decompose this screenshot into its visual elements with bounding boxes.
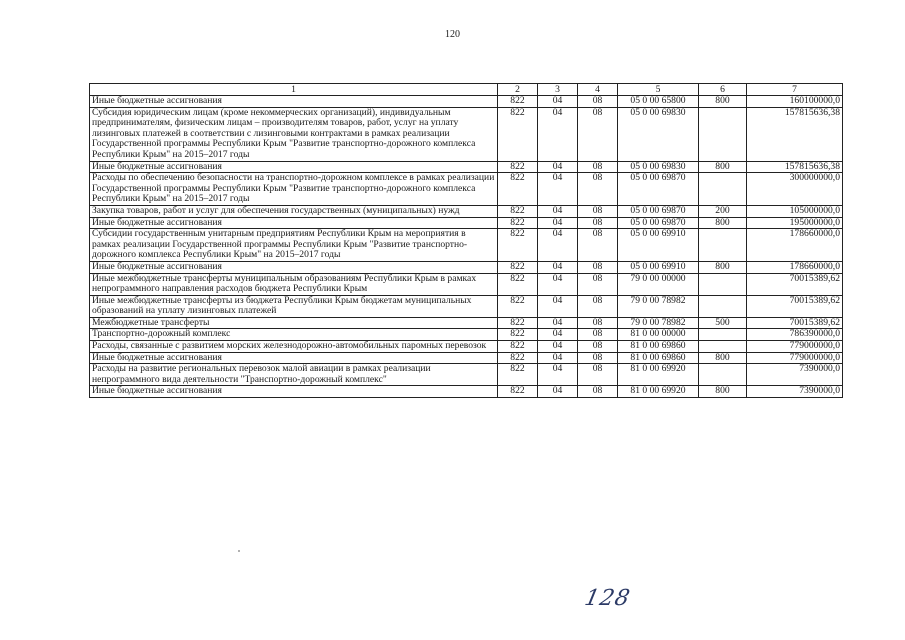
- row-amount: 786390000,0: [747, 329, 843, 341]
- row-subsection-code: 08: [578, 205, 618, 217]
- row-ministry-code: 822: [498, 173, 538, 206]
- row-description: Иные бюджетные ассигнования: [90, 161, 498, 173]
- row-expense-type: 800: [699, 261, 747, 273]
- row-ministry-code: 822: [498, 341, 538, 353]
- row-section-code: 04: [538, 173, 578, 206]
- row-amount: 7390000,0: [747, 364, 843, 386]
- row-subsection-code: 08: [578, 317, 618, 329]
- row-expense-type: [699, 273, 747, 295]
- row-ministry-code: 822: [498, 261, 538, 273]
- row-amount: 157815636,38: [747, 107, 843, 161]
- col-header-5: 5: [618, 84, 699, 96]
- row-ministry-code: 822: [498, 229, 538, 262]
- row-amount: 70015389,62: [747, 273, 843, 295]
- row-description: Транспортно-дорожный комплекс: [90, 329, 498, 341]
- row-description: Иные межбюджетные трансферты муниципальным образованиям Республики Крым в рамках непрограммного направления расходов бюджета Республики Крым: [90, 273, 498, 295]
- table-row: [90, 341, 843, 353]
- row-target-article: 79 0 00 78982: [618, 295, 699, 317]
- row-target-article: 05 0 00 69830: [618, 107, 699, 161]
- row-subsection-code: 08: [578, 173, 618, 206]
- row-expense-type: 800: [699, 386, 747, 398]
- row-target-article: 05 0 00 69830: [618, 161, 699, 173]
- row-expense-type: 800: [699, 161, 747, 173]
- row-target-article: 79 0 00 78982: [618, 317, 699, 329]
- row-amount: 70015389,62: [747, 317, 843, 329]
- row-description: Иные бюджетные ассигнования: [90, 386, 498, 398]
- row-section-code: 04: [538, 261, 578, 273]
- row-amount: 160100000,0: [747, 96, 843, 108]
- row-subsection-code: 08: [578, 107, 618, 161]
- scan-speck: [238, 550, 240, 552]
- table-row: [90, 352, 843, 364]
- row-section-code: 04: [538, 329, 578, 341]
- row-ministry-code: 822: [498, 217, 538, 229]
- row-subsection-code: 08: [578, 217, 618, 229]
- row-target-article: 05 0 00 69870: [618, 173, 699, 206]
- row-amount: 779000000,0: [747, 352, 843, 364]
- row-expense-type: [699, 229, 747, 262]
- handwritten-page-note: 128: [582, 586, 633, 611]
- row-subsection-code: 08: [578, 261, 618, 273]
- row-section-code: 04: [538, 317, 578, 329]
- row-section-code: 04: [538, 205, 578, 217]
- row-ministry-code: 822: [498, 329, 538, 341]
- col-header-6: 6: [699, 84, 747, 96]
- row-ministry-code: 822: [498, 96, 538, 108]
- row-section-code: 04: [538, 161, 578, 173]
- row-expense-type: [699, 341, 747, 353]
- row-target-article: 81 0 00 69920: [618, 386, 699, 398]
- table-row: [90, 295, 843, 317]
- row-section-code: 04: [538, 96, 578, 108]
- row-description: Иные бюджетные ассигнования: [90, 96, 498, 108]
- row-target-article: 05 0 00 65800: [618, 96, 699, 108]
- row-expense-type: 800: [699, 217, 747, 229]
- row-target-article: 81 0 00 69860: [618, 352, 699, 364]
- row-target-article: 05 0 00 69870: [618, 217, 699, 229]
- row-subsection-code: 08: [578, 96, 618, 108]
- row-ministry-code: 822: [498, 386, 538, 398]
- table-row: [90, 217, 843, 229]
- table-body: [90, 96, 843, 398]
- row-description: Межбюджетные трансферты: [90, 317, 498, 329]
- row-subsection-code: 08: [578, 364, 618, 386]
- row-ministry-code: 822: [498, 273, 538, 295]
- row-section-code: 04: [538, 295, 578, 317]
- row-subsection-code: 08: [578, 341, 618, 353]
- row-target-article: 05 0 00 69910: [618, 261, 699, 273]
- table-row: [90, 364, 843, 386]
- table-row: [90, 386, 843, 398]
- table-row: [90, 229, 843, 262]
- row-expense-type: [699, 329, 747, 341]
- row-description: Расходы на развитие региональных перевозок малой авиации в рамках реализации непрограммного вида деятельности "Транспортно-дорожный комплекс": [90, 364, 498, 386]
- row-subsection-code: 08: [578, 161, 618, 173]
- row-expense-type: 800: [699, 352, 747, 364]
- row-section-code: 04: [538, 273, 578, 295]
- row-subsection-code: 08: [578, 329, 618, 341]
- row-amount: 7390000,0: [747, 386, 843, 398]
- table-row: [90, 317, 843, 329]
- row-target-article: 05 0 00 69910: [618, 229, 699, 262]
- row-target-article: 81 0 00 69920: [618, 364, 699, 386]
- table-row: [90, 273, 843, 295]
- table-row: [90, 205, 843, 217]
- row-target-article: 79 0 00 00000: [618, 273, 699, 295]
- row-section-code: 04: [538, 386, 578, 398]
- row-section-code: 04: [538, 341, 578, 353]
- row-description: Иные межбюджетные трансферты из бюджета Республики Крым бюджетам муниципальных образований на уплату лизинговых платежей: [90, 295, 498, 317]
- row-description: Иные бюджетные ассигнования: [90, 217, 498, 229]
- row-target-article: 81 0 00 69860: [618, 341, 699, 353]
- row-description: Иные бюджетные ассигнования: [90, 352, 498, 364]
- row-section-code: 04: [538, 107, 578, 161]
- row-amount: 157815636,38: [747, 161, 843, 173]
- row-subsection-code: 08: [578, 229, 618, 262]
- row-ministry-code: 822: [498, 295, 538, 317]
- row-subsection-code: 08: [578, 295, 618, 317]
- row-ministry-code: 822: [498, 205, 538, 217]
- row-expense-type: [699, 364, 747, 386]
- col-header-1: 1: [90, 84, 498, 96]
- row-ministry-code: 822: [498, 317, 538, 329]
- row-expense-type: [699, 107, 747, 161]
- row-expense-type: 200: [699, 205, 747, 217]
- row-amount: 178660000,0: [747, 229, 843, 262]
- table-row: [90, 107, 843, 161]
- row-subsection-code: 08: [578, 352, 618, 364]
- row-expense-type: [699, 173, 747, 206]
- row-section-code: 04: [538, 364, 578, 386]
- row-description: Субсидия юридическим лицам (кроме некоммерческих организаций), индивидуальным предпринимателям, физическим лицам – производителям товаров, работ, услуг на уплату лизинговых платежей в соответствии с лизинговыми контрактами в рамках реализации Государственной программы Республики Крым "Развитие транспортно-дорожного комплекса Республики Крым" на 2015–2017 годы: [90, 107, 498, 161]
- row-section-code: 04: [538, 229, 578, 262]
- col-header-7: 7: [747, 84, 843, 96]
- row-ministry-code: 822: [498, 352, 538, 364]
- budget-table: [89, 83, 843, 398]
- table-row: [90, 173, 843, 206]
- row-amount: 70015389,62: [747, 295, 843, 317]
- row-description: Расходы по обеспечению безопасности на транспортно-дорожном комплексе в рамках реализации Государственной программы Республики Крым "Развитие транспортно-дорожного комплекса Республики Крым" на 2015–2017 годы: [90, 173, 498, 206]
- col-header-3: 3: [538, 84, 578, 96]
- row-amount: 300000000,0: [747, 173, 843, 206]
- table-row: [90, 329, 843, 341]
- row-ministry-code: 822: [498, 364, 538, 386]
- row-description: Иные бюджетные ассигнования: [90, 261, 498, 273]
- row-target-article: 81 0 00 00000: [618, 329, 699, 341]
- row-subsection-code: 08: [578, 386, 618, 398]
- row-description: Расходы, связанные с развитием морских железнодорожно-автомобильных паромных перевозок: [90, 341, 498, 353]
- row-subsection-code: 08: [578, 273, 618, 295]
- table-header-row: [90, 84, 843, 96]
- row-expense-type: 800: [699, 96, 747, 108]
- table-row: [90, 161, 843, 173]
- row-section-code: 04: [538, 352, 578, 364]
- row-target-article: 05 0 00 69870: [618, 205, 699, 217]
- row-expense-type: 500: [699, 317, 747, 329]
- row-section-code: 04: [538, 217, 578, 229]
- row-description: Закупка товаров, работ и услуг для обеспечения государственных (муниципальных) нужд: [90, 205, 498, 217]
- row-description: Субсидии государственным унитарным предприятиям Республики Крым на мероприятия в рамках реализации Государственной программы Республики Крым "Развитие транспортно-дорожного комплекса Республики Крым" на 2015–2017 годы: [90, 229, 498, 262]
- page-number: 120: [445, 29, 460, 40]
- row-ministry-code: 822: [498, 161, 538, 173]
- row-amount: 105000000,0: [747, 205, 843, 217]
- col-header-4: 4: [578, 84, 618, 96]
- table-row: [90, 261, 843, 273]
- row-amount: 195000000,0: [747, 217, 843, 229]
- table-row: [90, 96, 843, 108]
- col-header-2: 2: [498, 84, 538, 96]
- row-amount: 178660000,0: [747, 261, 843, 273]
- row-amount: 779000000,0: [747, 341, 843, 353]
- row-ministry-code: 822: [498, 107, 538, 161]
- row-expense-type: [699, 295, 747, 317]
